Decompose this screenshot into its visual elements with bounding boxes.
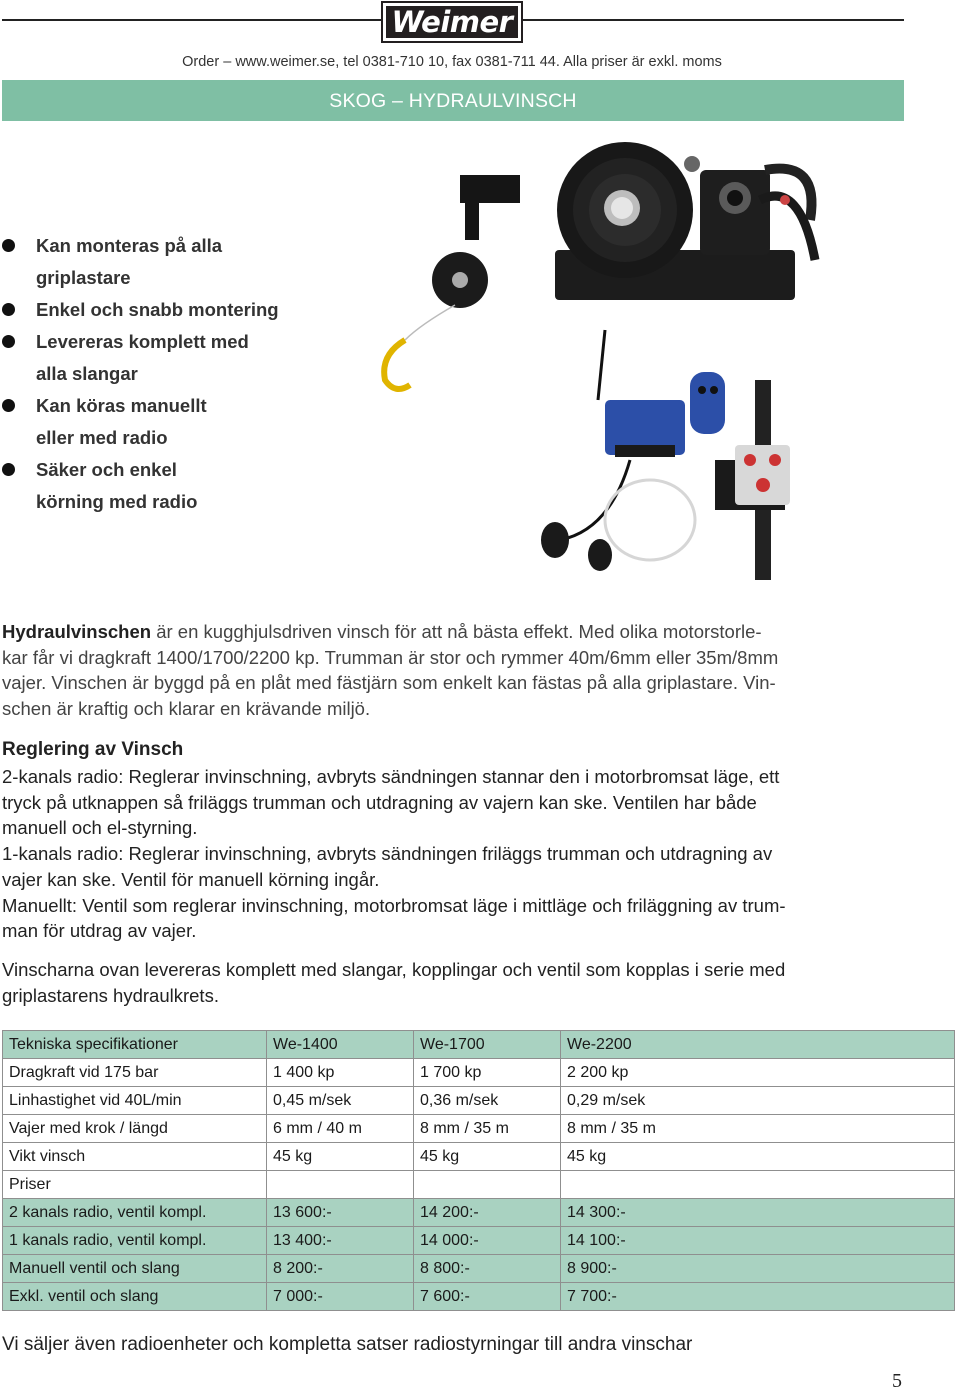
bullet-icon [2, 303, 15, 316]
table-cell: 14 300:- [561, 1199, 955, 1227]
regulation-text: 2-kanals radio: Reglerar invinschning, avbryts sändningen stannar den i motorbromsat läge, ett tryck på utknappen så friläggs trumman och utdragning av vajern kan ske. Ventilen har både manuell och el-styrning. 1-kanals radio: Reglerar invinschning, avbryts sändningen friläggs trumman och utdragning av vajer kan ske. Ventil för manuell körning ingår. Manuellt: Ventil som reglerar invinschning, motorbromsat läge i mittläge och friläggning av trum- man för utdrag av vajer. [2, 766, 786, 942]
hydraulic-valve [715, 380, 790, 580]
table-cell [414, 1171, 561, 1199]
table-cell: 45 kg [267, 1143, 414, 1171]
description-text: Hydraulvinschen är en kugghjulsdriven vinsch för att nå bästa effekt. Med olika motorstorle- kar får vi dragkraft 1400/1700/2200 kp. Trumman är stor och rymmer 40m/6mm eller 35m/8mm vajer. Vinschen är byggd på en plåt med fästjärn som enkelt kan fästas på alla griplastare. Vin- schen är kraftig och klarar en krävande miljö. [2, 621, 779, 720]
table-row [3, 1171, 955, 1199]
table-cell: 45 kg [414, 1143, 561, 1171]
page-number: 5 [892, 1370, 902, 1392]
table-cell: 8 900:- [561, 1255, 955, 1283]
brand-logo: Weimer [383, 3, 521, 41]
hook-block [384, 175, 520, 389]
table-cell: 13 600:- [267, 1199, 414, 1227]
bullet-icon [2, 399, 15, 412]
radio-receiver [541, 330, 695, 571]
table-cell: 1 400 kp [267, 1059, 414, 1087]
table-cell: 2 kanals radio, ventil kompl. [3, 1199, 267, 1227]
table-cell: 7 600:- [414, 1283, 561, 1311]
winch-unit [555, 142, 815, 300]
order-contact-line: Order – www.weimer.se, tel 0381-710 10, fax 0381-711 44. Alla priser är exkl. moms [182, 54, 722, 70]
table-cell: 1 kanals radio, ventil kompl. [3, 1227, 267, 1255]
table-header-cell: We-1700 [414, 1031, 561, 1059]
table-cell: 1 700 kp [414, 1059, 561, 1087]
table-cell: 6 mm / 40 m [267, 1115, 414, 1143]
feature-item: Enkel och snabb montering [0, 294, 316, 326]
feature-item: Levereras komplett med alla slangar [0, 326, 316, 390]
table-header-cell: Tekniska specifikationer [3, 1031, 267, 1059]
bullet-icon [2, 335, 15, 348]
table-cell: 8 mm / 35 m [561, 1115, 955, 1143]
table-cell: Linhastighet vid 40L/min [3, 1087, 267, 1115]
table-cell: 0,45 m/sek [267, 1087, 414, 1115]
spec-table [2, 1030, 955, 1311]
table-cell: 8 mm / 35 m [414, 1115, 561, 1143]
footer-note: Vi säljer även radioenheter och kompletta satser radiostyrningar till andra vinschar [2, 1334, 693, 1355]
table-row [3, 1115, 955, 1143]
table-row [3, 1087, 955, 1115]
table-header-cell: We-1400 [267, 1031, 414, 1059]
feature-list [0, 230, 316, 518]
table-cell: 8 800:- [414, 1255, 561, 1283]
table-cell: 14 200:- [414, 1199, 561, 1227]
table-cell [561, 1171, 955, 1199]
table-row [3, 1059, 955, 1087]
table-cell: Manuell ventil och slang [3, 1255, 267, 1283]
table-row [3, 1143, 955, 1171]
delivery-text: Vinscharna ovan levereras komplett med slangar, kopplingar och ventil som kopplas i serie med griplastarens hydraulkrets. [2, 959, 786, 1006]
product-photo [360, 140, 830, 590]
table-cell: 14 000:- [414, 1227, 561, 1255]
table-row [3, 1227, 955, 1255]
table-header-row [3, 1031, 955, 1059]
table-cell: Vikt vinsch [3, 1143, 267, 1171]
remote-control [690, 372, 725, 434]
regulation-heading: Reglering av Vinsch [2, 739, 184, 760]
table-row [3, 1255, 955, 1283]
table-cell: 7 000:- [267, 1283, 414, 1311]
table-cell: 0,29 m/sek [561, 1087, 955, 1115]
table-cell: 13 400:- [267, 1227, 414, 1255]
table-cell [267, 1171, 414, 1199]
feature-item: Säker och enkel körning med radio [0, 454, 316, 518]
table-row [3, 1283, 955, 1311]
table-cell: 7 700:- [561, 1283, 955, 1311]
table-cell: 45 kg [561, 1143, 955, 1171]
table-row [3, 1199, 955, 1227]
table-cell: 14 100:- [561, 1227, 955, 1255]
bullet-icon [2, 239, 15, 252]
feature-item: Kan köras manuellt eller med radio [0, 390, 316, 454]
bullet-icon [2, 463, 15, 476]
table-header-cell: We-2200 [561, 1031, 955, 1059]
table-cell: Exkl. ventil och slang [3, 1283, 267, 1311]
feature-item: Kan monteras på alla griplastare [0, 230, 316, 294]
table-cell: 8 200:- [267, 1255, 414, 1283]
table-cell: 0,36 m/sek [414, 1087, 561, 1115]
table-cell: Priser [3, 1171, 267, 1199]
table-cell: 2 200 kp [561, 1059, 955, 1087]
table-cell: Vajer med krok / längd [3, 1115, 267, 1143]
table-cell: Dragkraft vid 175 bar [3, 1059, 267, 1087]
section-title: SKOG – HYDRAULVINSCH [2, 80, 904, 121]
